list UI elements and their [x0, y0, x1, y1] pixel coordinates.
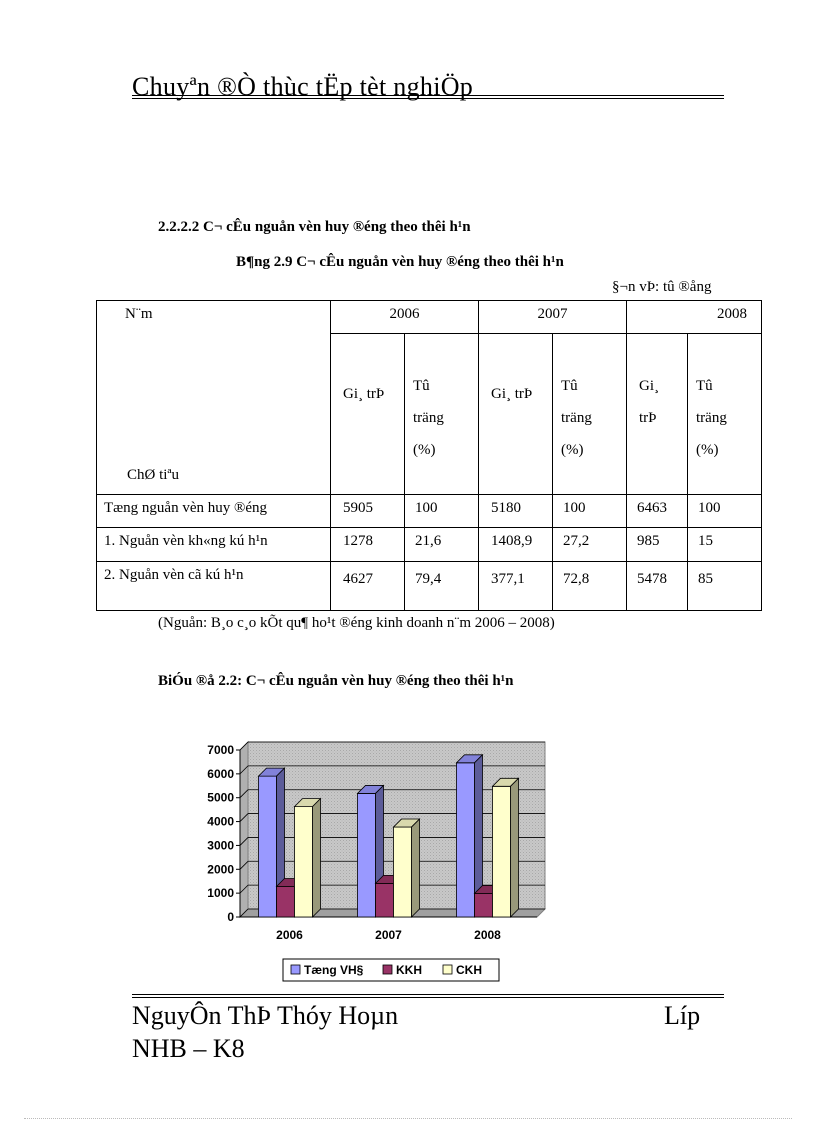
bar-front [259, 776, 277, 917]
y-tick-label: 5000 [207, 790, 234, 805]
y-tick-label: 0 [227, 910, 234, 924]
header-rule-top [132, 95, 724, 96]
value-header-line: trÞ [639, 410, 657, 426]
legend-label: CKH [456, 963, 482, 977]
table-cell: 5180 [479, 495, 553, 528]
table-source-note: (Nguån: B¸o c¸o kÕt qu¶ ho¹t ®éng kinh doanh n¨m 2006 – 2008) [158, 615, 555, 631]
y-tick-label: 6000 [207, 766, 234, 781]
share-header-line: träng [413, 410, 444, 426]
row-label: 2. Nguån vèn cã kú h¹n [97, 562, 331, 611]
chart-caption: BiÓu ®å 2.2: C¬ cÊu nguån vèn huy ®éng theo thêi h¹n [158, 673, 514, 689]
corner-header-cell [97, 301, 331, 495]
bar-front [358, 793, 376, 917]
bar-front [295, 807, 313, 917]
legend-swatch [383, 965, 392, 974]
bar-CKH-2008 [493, 778, 519, 917]
share-header-2008 [688, 334, 762, 495]
share-header-line: (%) [561, 442, 584, 458]
x-tick-label: 2006 [276, 928, 303, 942]
legend-label: KKH [396, 963, 422, 977]
bar-front [457, 763, 475, 917]
table-cell: 79,4 [405, 562, 479, 611]
bar-CKH-2006 [295, 799, 321, 917]
share-header-line: träng [696, 410, 727, 426]
value-header-2007: Gi¸ trÞ [479, 334, 553, 495]
y-tick-label: 2000 [207, 862, 234, 877]
share-header-2006 [405, 334, 479, 495]
funding-structure-table [96, 300, 762, 611]
share-header-line: Tû [561, 378, 578, 394]
bar-front [394, 827, 412, 917]
footer-rule-bottom [132, 997, 724, 998]
bar-front [277, 887, 295, 917]
share-header-line: (%) [413, 442, 436, 458]
table-cell: 4627 [331, 562, 405, 611]
value-header-2006: Gi¸ trÞ [331, 334, 405, 495]
y-tick-label: 1000 [207, 886, 234, 901]
chart-side-wall [240, 742, 248, 917]
unit-label: §¬n vÞ: tû ®ång [612, 279, 712, 295]
table-row [97, 562, 762, 611]
bar-side [313, 799, 321, 917]
table-cell: 377,1 [479, 562, 553, 611]
year-header-2006: 2006 [331, 301, 479, 334]
table-cell: 85 [688, 562, 762, 611]
bar-front [493, 786, 511, 917]
share-header-line: träng [561, 410, 592, 426]
table-title: B¶ng 2.9 C¬ cÊu nguån vèn huy ®éng theo thêi h¹n [236, 254, 564, 270]
row-label: Tæng nguån vèn huy ®éng [97, 495, 331, 528]
indicator-label: ChØ tiªu [127, 467, 180, 483]
share-header-line: Tû [413, 378, 430, 394]
table-cell: 5905 [331, 495, 405, 528]
x-tick-label: 2007 [375, 928, 402, 942]
x-tick-label: 2008 [474, 928, 501, 942]
header-rule-bottom [132, 98, 724, 99]
bar-front [376, 883, 394, 917]
table-cell: 1408,9 [479, 528, 553, 562]
table-cell: 15 [688, 528, 762, 562]
year-label: N¨m [125, 306, 153, 322]
year-header-2007: 2007 [479, 301, 627, 334]
table-cell: 1278 [331, 528, 405, 562]
row-label: 1. Nguån vèn kh«ng kú h¹n [97, 528, 331, 562]
table-cell: 100 [405, 495, 479, 528]
year-header-2008: 2008 [627, 301, 762, 334]
section-title: 2.2.2.2 C¬ cÊu nguån vèn huy ®éng theo thêi h¹n [158, 219, 471, 235]
table-cell: 985 [627, 528, 688, 562]
share-header-2007 [553, 334, 627, 495]
table-cell: 72,8 [553, 562, 627, 611]
legend-swatch [291, 965, 300, 974]
y-tick-label: 3000 [207, 838, 234, 853]
page-header-title: Chuyªn ®Ò thùc tËp tèt nghiÖp [132, 72, 474, 101]
value-header-line: Gi¸ [639, 378, 659, 394]
legend-swatch [443, 965, 452, 974]
table-cell: 100 [553, 495, 627, 528]
table-cell: 21,6 [405, 528, 479, 562]
author-name: NguyÔn ThÞ Thóy Hoµn [132, 1001, 399, 1030]
bar-side [511, 778, 519, 917]
class-label: Líp [664, 1001, 701, 1030]
value-header-2008 [627, 334, 688, 495]
table-cell: 100 [688, 495, 762, 528]
table-row [97, 528, 762, 562]
bar-front [475, 894, 493, 917]
bar-CKH-2007 [394, 819, 420, 917]
table-cell: 27,2 [553, 528, 627, 562]
y-tick-label: 7000 [207, 743, 234, 757]
table-header-row [97, 301, 762, 334]
table-row [97, 495, 762, 528]
y-tick-label: 4000 [207, 814, 234, 829]
share-header-line: Tû [696, 378, 713, 394]
share-header-line: (%) [696, 442, 719, 458]
table-cell: 6463 [627, 495, 688, 528]
class-value: NHB – K8 [132, 1034, 245, 1063]
funding-bar-chart [190, 735, 570, 995]
legend-label: Tæng VH§ [304, 963, 364, 977]
table-cell: 5478 [627, 562, 688, 611]
bar-side [412, 819, 420, 917]
footer-rule-top [132, 994, 724, 995]
page-bottom-border [24, 1118, 792, 1119]
